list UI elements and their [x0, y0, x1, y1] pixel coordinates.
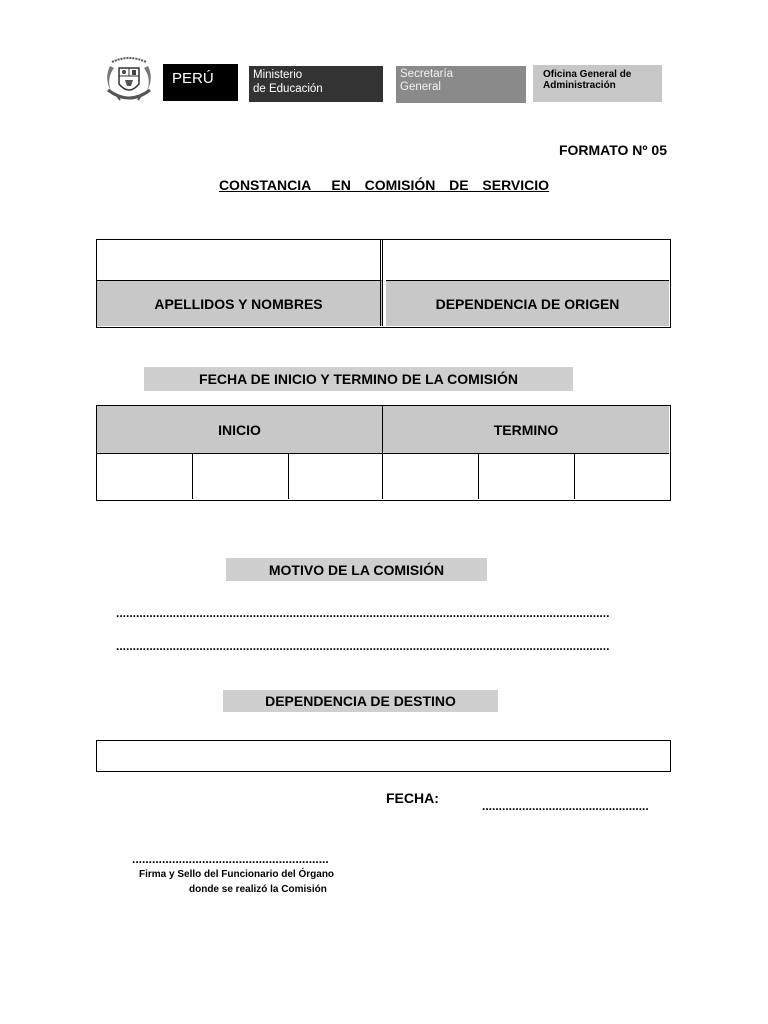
signature-caption-line2: donde se realizó la Comisión — [189, 884, 327, 895]
destination-value-field[interactable] — [96, 740, 671, 772]
secretariat-label-line1: Secretaría — [400, 68, 454, 80]
reason-line-2[interactable]: .................................................................................................................................................... — [116, 640, 610, 652]
dates-table — [96, 405, 671, 501]
secretariat-header-box — [396, 66, 526, 103]
dates-section-heading: FECHA DE INICIO Y TERMINO DE LA COMISIÓN — [144, 367, 573, 391]
destination-section-heading: DEPENDENCIA DE DESTINO — [223, 690, 498, 712]
country-label: PERÚ — [172, 70, 214, 87]
end-label: TERMINO — [383, 406, 669, 454]
date-line[interactable]: .................................................. — [482, 800, 649, 812]
start-month-field[interactable] — [193, 454, 289, 499]
identity-table — [96, 239, 671, 328]
names-value-field[interactable] — [97, 240, 383, 281]
office-label-line1: Oficina General de — [543, 69, 632, 80]
document-title-wrap — [0, 177, 768, 193]
date-label: FECHA: — [386, 790, 439, 806]
start-year-field[interactable] — [289, 454, 383, 499]
start-label: INICIO — [97, 406, 383, 454]
names-label: APELLIDOS Y NOMBRES — [97, 281, 383, 326]
reason-line-1[interactable]: .................................................................................................................................................... — [116, 607, 610, 619]
reason-section-heading: MOTIVO DE LA COMISIÓN — [226, 558, 487, 581]
ministry-label-line1: Ministerio — [253, 69, 303, 81]
peru-header-box — [163, 64, 238, 101]
end-month-field[interactable] — [479, 454, 575, 499]
form-number: FORMATO Nº 05 — [558, 142, 667, 158]
office-label-line2: Administración — [543, 80, 616, 91]
end-year-field[interactable] — [575, 454, 669, 499]
end-day-field[interactable] — [383, 454, 479, 499]
ministry-label-line2: de Educación — [253, 83, 323, 95]
start-day-field[interactable] — [97, 454, 193, 499]
document-title: CONSTANCIA EN COMISIÓN DE SERVICIO — [218, 177, 550, 193]
signature-line[interactable]: ........................................................... — [132, 853, 329, 865]
peru-coat-of-arms-icon — [104, 56, 154, 104]
secretariat-label-line2: General — [400, 81, 441, 93]
origin-label: DEPENDENCIA DE ORIGEN — [386, 281, 669, 326]
origin-value-field[interactable] — [386, 240, 669, 281]
signature-caption-line1: Firma y Sello del Funcionario del Órgano — [139, 869, 335, 880]
ministry-header-box — [249, 66, 383, 102]
office-header-box — [533, 65, 662, 102]
